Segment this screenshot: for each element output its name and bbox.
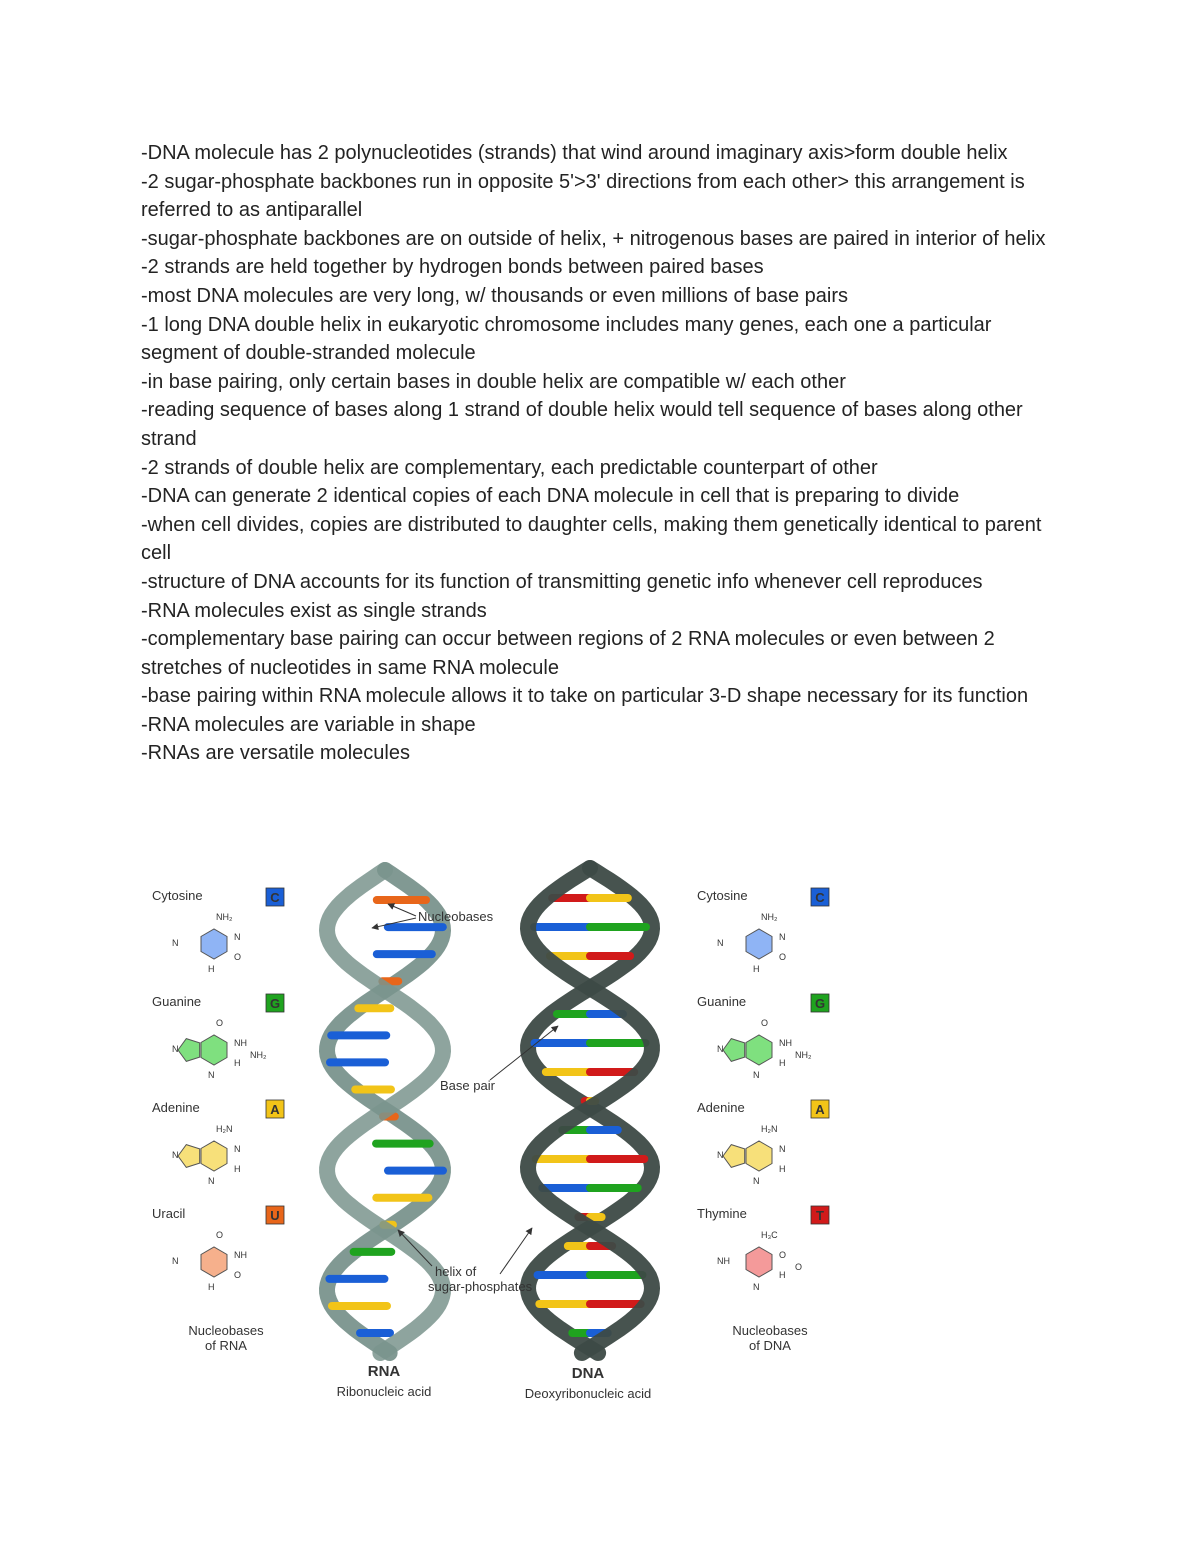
- note-item: -complementary base pairing can occur between regions of 2 RNA molecules or even between 2 stretches of nucleotides in same RNA molecule: [141, 628, 995, 679]
- dna-atom-label: N: [753, 1070, 760, 1080]
- dna-ring: [746, 1141, 772, 1171]
- note-item: -sugar-phosphate backbones are on outside of helix, + nitrogenous bases are paired in interior of helix: [141, 227, 1046, 250]
- rna-atom-label: N: [172, 1150, 179, 1160]
- dna-base-name: Guanine: [697, 994, 747, 1009]
- note-item: -DNA molecule has 2 polynucleotides (strands) that wind around imaginary axis>form double helix: [141, 142, 1008, 164]
- dna-atom-label: O: [779, 952, 787, 962]
- rna-atom-label: NH₂: [250, 1050, 267, 1060]
- dna-atom-label: NH: [779, 1038, 792, 1048]
- rna-ring: [201, 1035, 227, 1065]
- rna-ring: [178, 1039, 200, 1062]
- rna-base-letter: G: [269, 996, 281, 1011]
- dna-nucleobase-panel: [697, 888, 829, 1292]
- rna-base-name: Adenine: [152, 1100, 200, 1115]
- rna-dna-diagram: [140, 858, 840, 1406]
- nucleobases-label: Nucleobases: [418, 909, 494, 924]
- dna-ring: [723, 1039, 745, 1062]
- rna-helix: [327, 870, 443, 1353]
- note-item: -1 long DNA double helix in eukaryotic chromosome includes many genes, each one a particular segment of double-stranded molecule: [141, 313, 992, 365]
- rna-atom-label: N: [234, 932, 241, 942]
- note-item: -RNA molecules are variable in shape: [141, 713, 476, 736]
- dna-atom-label: H: [779, 1164, 786, 1174]
- rna-atom-label: NH₂: [216, 912, 233, 922]
- dna-atom-label: NH: [717, 1256, 730, 1266]
- rna-ring: [178, 1145, 200, 1168]
- note-item: -2 strands are held together by hydrogen bonds between paired bases: [141, 256, 764, 279]
- rna-subtitle: Ribonucleic acid: [336, 1384, 432, 1399]
- rna-atom-label: NH: [234, 1250, 247, 1260]
- dna-atom-label: H₂N: [761, 1124, 778, 1134]
- base-pair-label: Base pair: [440, 1078, 495, 1093]
- rna-atom-label: O: [216, 1018, 224, 1028]
- rna-base-letter: C: [270, 890, 280, 905]
- dna-atom-label: NH₂: [761, 912, 778, 922]
- rna-base-name: Uracil: [152, 1206, 186, 1221]
- dna-atom-label: O: [779, 1250, 787, 1260]
- rna-atom-label: N: [234, 1144, 241, 1154]
- rna-base-letter: A: [270, 1102, 280, 1117]
- dna-atom-label: O: [761, 1018, 769, 1028]
- dna-base-name: Adenine: [697, 1100, 745, 1115]
- dna-ring: [723, 1145, 745, 1168]
- nucleic-acid-figure: [140, 858, 840, 1406]
- dna-atom-label: H₃C: [761, 1230, 778, 1240]
- rna-atom-label: O: [216, 1230, 224, 1240]
- dna-backbone-b: [528, 868, 652, 1353]
- note-item: -most DNA molecules are very long, w/ thousands or even millions of base pairs: [141, 284, 848, 307]
- dna-atom-label: NH₂: [795, 1050, 812, 1060]
- nucleobases-arrow: [388, 904, 416, 916]
- dna-atom-label: H: [779, 1058, 786, 1068]
- dna-atom-label: H: [753, 964, 760, 974]
- dna-ring: [746, 1035, 772, 1065]
- note-item: -RNAs are versatile molecules: [141, 742, 410, 765]
- rna-atom-label: O: [234, 952, 242, 962]
- dna-atom-label: N: [753, 1176, 760, 1186]
- notes-list: [141, 139, 1061, 768]
- dna-caption: of DNA: [749, 1338, 791, 1353]
- note-item: -2 strands of double helix are complementary, each predictable counterpart of other: [141, 456, 878, 479]
- dna-helix: [528, 868, 652, 1353]
- rna-atom-label: N: [208, 1070, 215, 1080]
- rna-atom-label: N: [172, 1044, 179, 1054]
- helix-label: helix of: [435, 1264, 477, 1279]
- dna-base-name: Thymine: [697, 1206, 747, 1221]
- dna-ring: [746, 1247, 772, 1277]
- dna-atom-label: N: [779, 1144, 786, 1154]
- note-item: -2 sugar-phosphate backbones run in opposite 5'>3' directions from each other> this arrangement is referred to as antiparallel: [141, 170, 1025, 222]
- rna-base-letter: U: [270, 1208, 280, 1223]
- dna-base-letter: G: [814, 996, 826, 1011]
- rna-atom-label: H: [208, 964, 215, 974]
- dna-atom-label: N: [753, 1282, 760, 1292]
- rna-atom-label: N: [172, 938, 179, 948]
- note-item: -when cell divides, copies are distributed to daughter cells, making them genetically identical to parent cell: [141, 513, 1042, 565]
- dna-caption: Nucleobases: [732, 1323, 808, 1338]
- rna-atom-label: NH: [234, 1038, 247, 1048]
- dna-atom-label: N: [717, 1044, 724, 1054]
- note-item: -DNA can generate 2 identical copies of each DNA molecule in cell that is preparing to divide: [141, 485, 960, 508]
- dna-atom-label: N: [717, 938, 724, 948]
- rna-nucleobase-panel: [152, 888, 284, 1292]
- rna-atom-label: H: [234, 1058, 241, 1068]
- captions: [188, 1323, 808, 1401]
- rna-atom-label: H: [208, 1282, 215, 1292]
- dna-base-letter: A: [815, 1102, 825, 1117]
- dna-ring: [746, 929, 772, 959]
- dna-base-letter: T: [816, 1208, 824, 1223]
- note-item: -reading sequence of bases along 1 strand of double helix would tell sequence of bases along other strand: [141, 399, 1023, 450]
- rna-caption: of RNA: [205, 1338, 247, 1353]
- rna-caption: Nucleobases: [188, 1323, 264, 1338]
- rna-base-name: Cytosine: [152, 888, 203, 903]
- dna-title: DNA: [571, 1365, 605, 1382]
- rna-ring: [201, 1247, 227, 1277]
- rna-atom-label: H₂N: [216, 1124, 233, 1134]
- dna-atom-label: N: [717, 1150, 724, 1160]
- rna-atom-label: N: [208, 1176, 215, 1186]
- dna-atom-label: O: [795, 1262, 803, 1272]
- rna-base-name: Guanine: [152, 994, 202, 1009]
- dna-base-name: Cytosine: [697, 888, 748, 903]
- dna-base-letter: C: [815, 890, 825, 905]
- dna-atom-label: H: [779, 1270, 786, 1280]
- note-item: -base pairing within RNA molecule allows it to take on particular 3-D shape necessary for its function: [141, 685, 1029, 708]
- rna-ring: [201, 1141, 227, 1171]
- note-item: -in base pairing, only certain bases in double helix are compatible w/ each other: [141, 370, 846, 393]
- dna-atom-label: N: [779, 932, 786, 942]
- note-item: -RNA molecules exist as single strands: [141, 599, 487, 622]
- rna-atom-label: H: [234, 1164, 241, 1174]
- rna-ring: [201, 929, 227, 959]
- rna-title: RNA: [367, 1363, 401, 1380]
- note-item: -structure of DNA accounts for its function of transmitting genetic info whenever cell reproduces: [141, 570, 983, 593]
- helix-label: sugar-phosphates: [428, 1279, 533, 1294]
- dna-subtitle: Deoxyribonucleic acid: [524, 1386, 652, 1401]
- rna-atom-label: N: [172, 1256, 179, 1266]
- rna-atom-label: O: [234, 1270, 242, 1280]
